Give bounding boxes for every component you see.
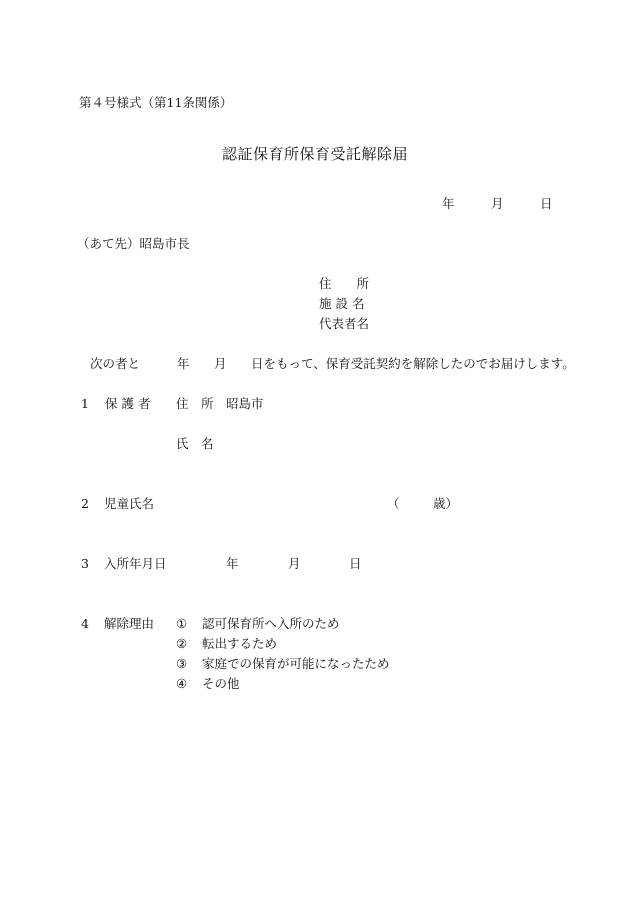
section-number: 2 [81,496,89,511]
admission-month-label: 月 [288,556,301,571]
submitter-representative-label: 代表者名 [319,316,370,331]
reason-text: 転出するため [202,636,278,651]
notice-year-label: 年 [177,356,190,371]
form-number: 第４号様式（第11条関係） [79,95,233,110]
section-number: 4 [81,616,89,631]
section-number: 3 [81,556,89,571]
reason-text: 家庭での保育が可能になったため [202,656,390,671]
submitter-facility-label: 施 設 名 [319,296,365,311]
reason-mark: ③ [176,656,188,671]
guardian-label: 保 護 者 [105,396,151,411]
reason-text: 認可保育所へ入所のため [202,616,340,631]
page-title: 認証保育所保育受託解除届 [222,145,409,163]
notice-month-label: 月 [214,356,227,371]
notice-part2: 日をもって、保育受託契約を解除したのでお届けします。 [251,356,575,371]
guardian-address-value: 昭島市 [226,396,264,411]
admission-year-label: 年 [226,556,239,571]
age-open-paren: （ [387,496,400,511]
date-month-label: 月 [491,196,504,211]
submitter-address-label: 住 所 [319,276,370,291]
guardian-address-label: 住 所 [176,396,214,411]
date-day-label: 日 [540,196,553,211]
reason-mark: ④ [176,676,188,691]
reason-mark: ② [176,636,188,651]
child-name-label: 児童氏名 [104,496,155,511]
admission-date-label: 入所年月日 [104,556,167,571]
cancel-reason-label: 解除理由 [104,616,155,631]
addressee: （あて先）昭島市長 [77,236,190,251]
admission-day-label: 日 [349,556,362,571]
date-year-label: 年 [442,196,455,211]
reason-mark: ① [176,616,188,631]
age-suffix: 歳） [433,496,459,511]
reason-text: その他 [202,676,240,691]
section-number: 1 [81,396,89,411]
guardian-name-label: 氏 名 [176,436,214,451]
notice-part1: 次の者と [90,356,141,371]
